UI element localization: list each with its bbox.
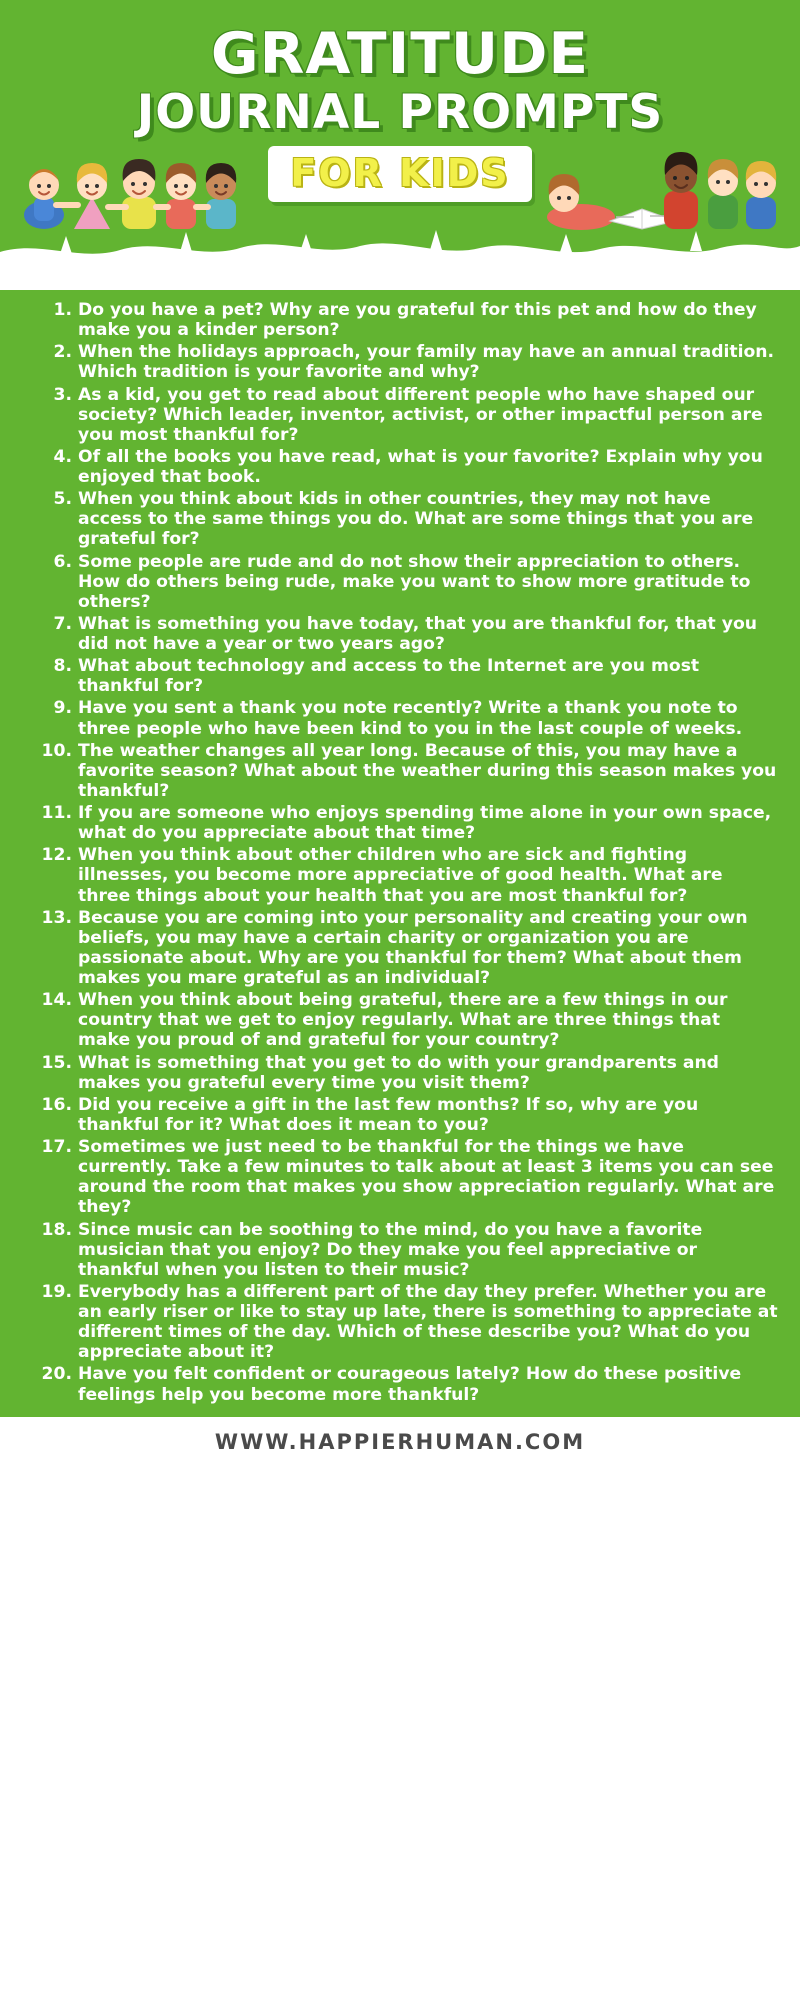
- list-item: As a kid, you get to read about different people who have shaped our society? Which leader, inventor, activist, or other impactful person are you most thankful for?: [78, 384, 763, 445]
- list-item: When you think about being grateful, there are a few things in our country that we get to enjoy regularly. What are three things that make you proud of and grateful for your country?: [78, 990, 728, 1051]
- list-item: Some people are rude and do not show their appreciation to others. How do others being rude, make you want to show more gratitude to others?: [78, 551, 751, 612]
- page-title-line2: JOURNAL PROMPTS: [136, 85, 664, 140]
- bottom-spacer: [22, 1407, 778, 1417]
- list-item: The weather changes all year long. Because of this, you may have a favorite season? What about the weather during this season makes you thankful?: [78, 740, 777, 801]
- subtitle-badge: [268, 146, 531, 202]
- list-item: Have you sent a thank you note recently? Write a thank you note to three people who have been kind to you in the last couple of weeks.: [78, 698, 743, 739]
- site-url: WWW.HAPPIERHUMAN.COM: [214, 1429, 586, 1454]
- list-item: When the holidays approach, your family may have an annual tradition. Which tradition is your favorite and why?: [78, 342, 775, 383]
- list-item: Everybody has a different part of the day they prefer. Whether you are an early riser or like to stay up late, there is something to appreciate at different times of the day. Which of these describe you? What do you appreciate about it?: [78, 1281, 778, 1363]
- page-title-line1: GRATITUDE: [210, 21, 590, 87]
- footer: [0, 1417, 800, 1468]
- list-item: Of all the books you have read, what is your favorite? Explain why you enjoyed that book.: [78, 446, 763, 487]
- prompt-list: [22, 300, 778, 1405]
- subtitle-text: FOR KIDS: [290, 151, 510, 195]
- list-item: What is something you have today, that you are thankful for, that you did not have a year or two years ago?: [78, 613, 758, 654]
- list-item: If you are someone who enjoys spending time alone in your own space, what do you appreciate about that time?: [78, 803, 772, 844]
- list-item: Do you have a pet? Why are you grateful for this pet and how do they make you a kinder person?: [78, 300, 757, 341]
- list-item: Since music can be soothing to the mind, do you have a favorite musician that you enjoy? Do they make you feel appreciative or thankful when you listen to their music?: [78, 1219, 703, 1280]
- subtitle-wrap: [20, 146, 780, 202]
- list-item: Did you receive a gift in the last few months? If so, why are you thankful for it? What does it mean to you?: [78, 1094, 699, 1135]
- title-block: [20, 21, 780, 202]
- list-item: Because you are coming into your personality and creating your own beliefs, you may have a certain charity or organization you are passionate about. Why are you thankful for them? What about them makes you mare grateful as an individual?: [78, 907, 748, 988]
- list-item: Sometimes we just need to be thankful for the things we have currently. Take a few minutes to talk about at least 3 items you can see around the room that makes you show appreciation regularly. What are they?: [78, 1137, 775, 1218]
- list-item: When you think about kids in other countries, they may not have access to the same things you do. What are some things that you are grateful for?: [78, 489, 754, 550]
- prompt-list-section: [0, 290, 800, 1417]
- header-banner: [0, 0, 800, 290]
- grass-divider: [0, 228, 800, 290]
- list-item: What is something that you get to do with your grandparents and makes you grateful every time you visit them?: [78, 1052, 719, 1093]
- list-item: What about technology and access to the Internet are you most thankful for?: [78, 656, 700, 697]
- list-item: Have you felt confident or courageous lately? How do these positive feelings help you become more thankful?: [78, 1364, 742, 1405]
- list-item: When you think about other children who are sick and fighting illnesses, you become more appreciative of good health. What are three things about your health that you are most thankful for?: [78, 845, 723, 906]
